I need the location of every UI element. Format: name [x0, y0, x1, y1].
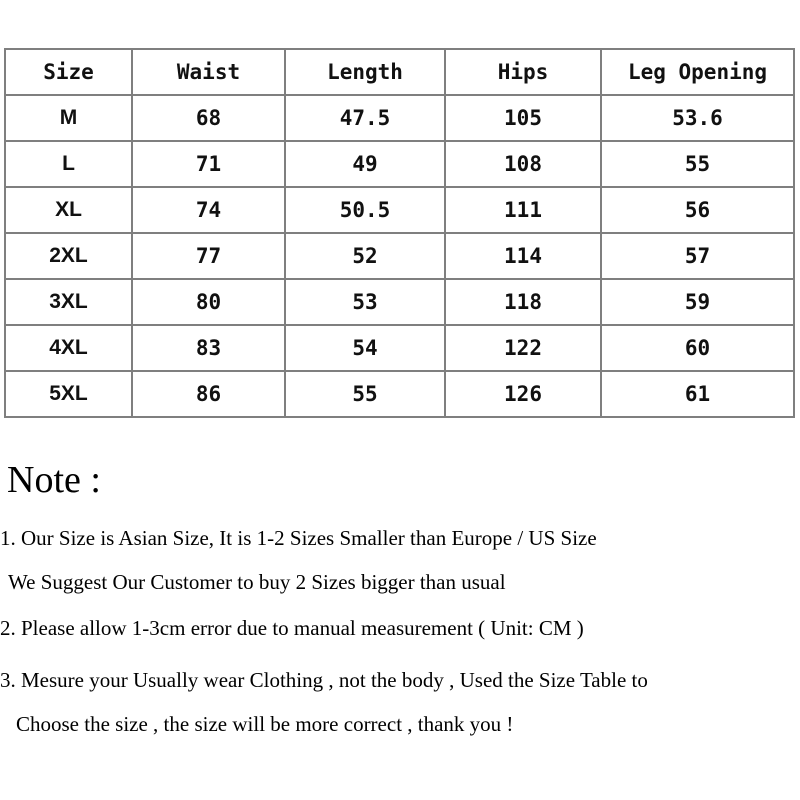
- cell-length: 52: [285, 233, 445, 279]
- cell-leg-opening: 55: [601, 141, 794, 187]
- cell-waist: 80: [132, 279, 285, 325]
- table-row: [5, 95, 794, 141]
- note-line-1-continued: We Suggest Our Customer to buy 2 Sizes bigger than usual: [8, 570, 506, 594]
- note-line-2: 2. Please allow 1-3cm error due to manual measurement ( Unit: CM ): [0, 616, 584, 640]
- cell-waist: 83: [132, 325, 285, 371]
- cell-hips: 108: [445, 141, 601, 187]
- cell-leg-opening: 61: [601, 371, 794, 417]
- cell-size: XL: [5, 187, 132, 233]
- cell-size: 2XL: [5, 233, 132, 279]
- cell-size: M: [5, 95, 132, 141]
- cell-length: 47.5: [285, 95, 445, 141]
- table-row: [5, 187, 794, 233]
- cell-hips: 111: [445, 187, 601, 233]
- header-hips: Hips: [445, 49, 601, 95]
- table-row: [5, 141, 794, 187]
- table-row: [5, 325, 794, 371]
- note-line-3-continued: Choose the size , the size will be more correct , thank you !: [16, 712, 514, 736]
- table-row: [5, 371, 794, 417]
- header-size: Size: [5, 49, 132, 95]
- table-header-row: [5, 49, 794, 95]
- cell-waist: 86: [132, 371, 285, 417]
- cell-length: 49: [285, 141, 445, 187]
- cell-hips: 126: [445, 371, 601, 417]
- cell-size: 5XL: [5, 371, 132, 417]
- table-row: [5, 279, 794, 325]
- cell-size: L: [5, 141, 132, 187]
- note-line-3: 3. Mesure your Usually wear Clothing , not the body , Used the Size Table to: [0, 668, 648, 692]
- cell-hips: 105: [445, 95, 601, 141]
- cell-waist: 74: [132, 187, 285, 233]
- note-line-1: 1. Our Size is Asian Size, It is 1-2 Sizes Smaller than Europe / US Size: [0, 526, 597, 550]
- cell-length: 54: [285, 325, 445, 371]
- cell-size: 4XL: [5, 325, 132, 371]
- cell-length: 50.5: [285, 187, 445, 233]
- header-leg-opening: Leg Opening: [601, 49, 794, 95]
- size-chart-table: [4, 48, 795, 418]
- cell-leg-opening: 53.6: [601, 95, 794, 141]
- cell-waist: 77: [132, 233, 285, 279]
- header-waist: Waist: [132, 49, 285, 95]
- header-length: Length: [285, 49, 445, 95]
- cell-leg-opening: 56: [601, 187, 794, 233]
- cell-length: 53: [285, 279, 445, 325]
- cell-hips: 118: [445, 279, 601, 325]
- cell-length: 55: [285, 371, 445, 417]
- cell-leg-opening: 59: [601, 279, 794, 325]
- cell-waist: 71: [132, 141, 285, 187]
- cell-hips: 122: [445, 325, 601, 371]
- cell-size: 3XL: [5, 279, 132, 325]
- cell-hips: 114: [445, 233, 601, 279]
- cell-waist: 68: [132, 95, 285, 141]
- note-heading: Note :: [7, 459, 101, 501]
- table-row: [5, 233, 794, 279]
- cell-leg-opening: 60: [601, 325, 794, 371]
- cell-leg-opening: 57: [601, 233, 794, 279]
